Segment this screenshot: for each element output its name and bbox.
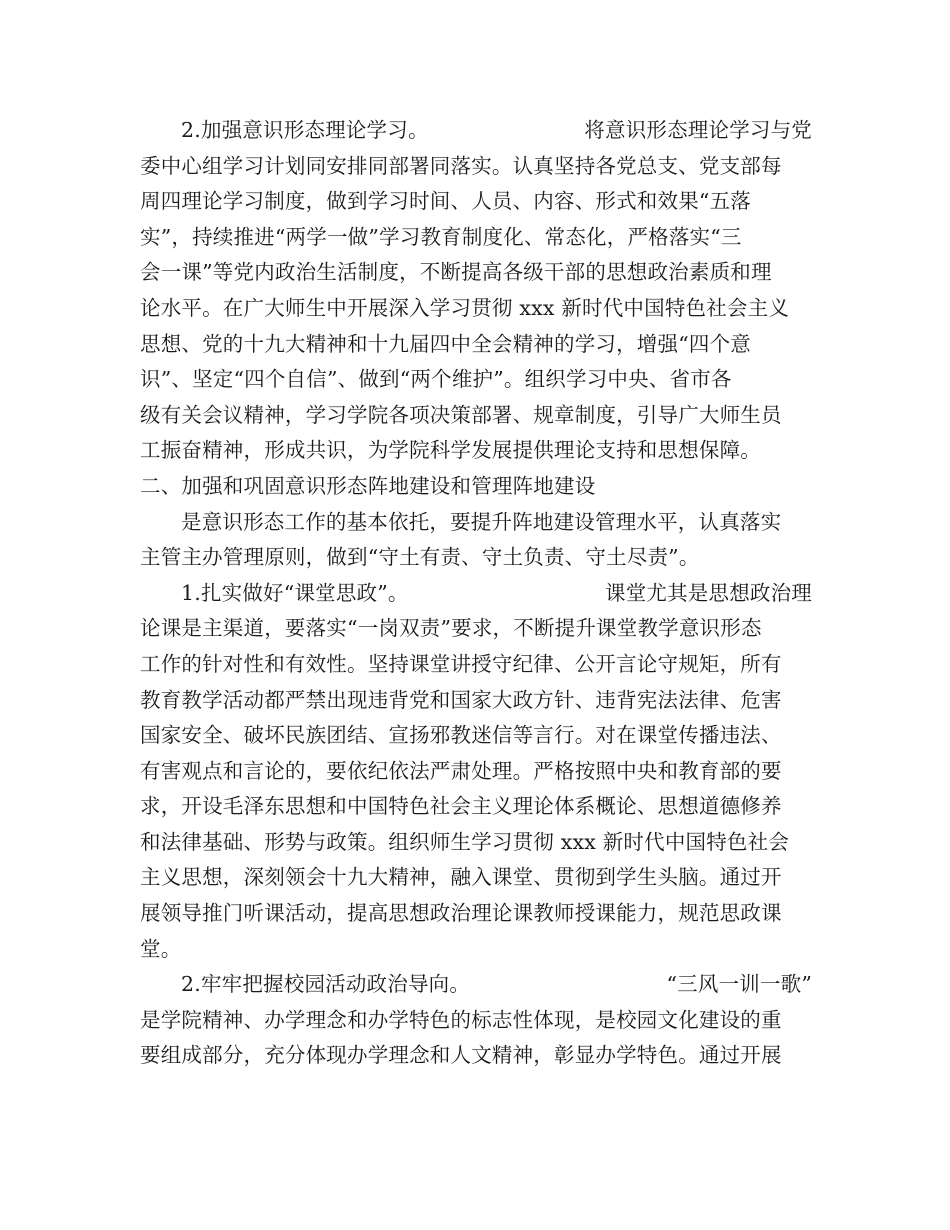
- text-line: [140, 967, 812, 1003]
- text-line-content: 识”、坚定“四个自信”、做到“两个维护”。组织学习中央、省市各: [140, 367, 732, 392]
- text-line: [140, 113, 812, 149]
- text-line: [140, 362, 812, 398]
- text-line: [140, 149, 812, 185]
- text-line-content: 是学院精神、办学理念和办学特色的标志性体现，是校园文化建设的重: [140, 1007, 782, 1032]
- text-line-content: 思想、党的十九大精神和十九届四中全会精神的学习，增强“四个意: [140, 331, 751, 356]
- text-line: [140, 932, 812, 968]
- text-line-content: 2.加强意识形态理论学习。: [181, 118, 429, 142]
- document-body: [140, 113, 812, 1074]
- text-line-content: 是意识形态工作的基本依托，要提升阵地建设管理水平，认真落实: [181, 509, 782, 534]
- text-line-content: 要组成部分，充分体现办学理念和人文精神，彰显办学特色。通过开展: [140, 1043, 782, 1068]
- text-line: [140, 860, 812, 896]
- text-line: [140, 505, 812, 541]
- text-line-content: 工作的针对性和有效性。坚持课堂讲授守纪律、公开言论守规矩，所有: [140, 651, 782, 676]
- text-line-content: 国家安全、破坏民族团结、宣扬邪教迷信等言行。对在课堂传播违法、: [140, 723, 782, 748]
- text-line-continuation: 将意识形态理论学习与党: [584, 118, 812, 142]
- text-line: [140, 291, 812, 327]
- text-line: [140, 327, 812, 363]
- text-line-content: 周四理论学习制度，做到学习时间、人员、内容、形式和效果“五落: [140, 189, 751, 214]
- text-line: [140, 433, 812, 469]
- text-line-content: 实”，持续推进“两学一做”学习教育制度化、常态化，严格落实“三: [140, 224, 742, 249]
- text-line-content: 工振奋精神，形成共识，为学院科学发展提供理论支持和思想保障。: [140, 438, 761, 463]
- text-line-content: 1.扎实做好“课堂思政”。: [181, 580, 409, 605]
- text-line-content: 展领导推门听课活动，提高思想政治理论课教师授课能力，规范思政课: [140, 901, 782, 926]
- text-line: [140, 540, 812, 576]
- text-line-content: 论课是主渠道，要落实“一岗双责”要求，不断提升课堂教学意识形态: [140, 616, 762, 641]
- text-line-content: 堂。: [140, 936, 182, 961]
- text-line: [140, 647, 812, 683]
- text-line: [140, 576, 812, 612]
- text-line: [140, 255, 812, 291]
- text-line-continuation: “三风一训一歌”: [666, 972, 812, 997]
- text-line: [140, 184, 812, 220]
- text-line: [140, 611, 812, 647]
- text-line-content: 委中心组学习计划同安排同部署同落实。认真坚持各党总支、党支部每: [140, 153, 782, 178]
- text-line: [140, 1003, 812, 1039]
- text-line-content: 求，开设毛泽东思想和中国特色社会主义理论体系概论、思想道德修养: [140, 794, 782, 819]
- text-line: [140, 789, 812, 825]
- text-line: [140, 220, 812, 256]
- text-line-content: 有害观点和言论的，要依纪依法严肃处理。严格按照中央和教育部的要: [140, 758, 782, 783]
- text-line: [140, 398, 812, 434]
- text-line-continuation: 课堂尤其是思想政治理: [605, 580, 812, 605]
- text-line: [140, 1038, 812, 1074]
- text-line-content: 和法律基础、形势与政策。组织师生学习贯彻 xxx 新时代中国特色社会: [140, 829, 790, 854]
- text-line: [140, 469, 812, 505]
- text-line: [140, 683, 812, 719]
- text-line: [140, 754, 812, 790]
- text-line-content: 教育教学活动都严禁出现违背党和国家大政方针、违背宪法法律、危害: [140, 687, 782, 712]
- text-line: [140, 896, 812, 932]
- text-line-content: 论水平。在广大师生中开展深入学习贯彻 xxx 新时代中国特色社会主义: [140, 295, 790, 320]
- text-line: [140, 825, 812, 861]
- text-line-content: 2.牢牢把握校园活动政治导向。: [181, 972, 471, 997]
- text-line-content: 二、加强和巩固意识形态阵地建设和管理阵地建设: [140, 473, 596, 498]
- text-line-content: 主义思想，深刻领会十九大精神，融入课堂、贯彻到学生头脑。通过开: [140, 865, 782, 890]
- text-line: [140, 718, 812, 754]
- text-line-content: 会一课”等党内政治生活制度，不断提高各级干部的思想政治素质和理: [140, 260, 772, 285]
- text-line-content: 主管主办管理原则，做到“守土有责、守土负责、守土尽责”。: [140, 545, 700, 570]
- text-line-content: 级有关会议精神，学习学院各项决策部署、规章制度，引导广大师生员: [140, 402, 782, 427]
